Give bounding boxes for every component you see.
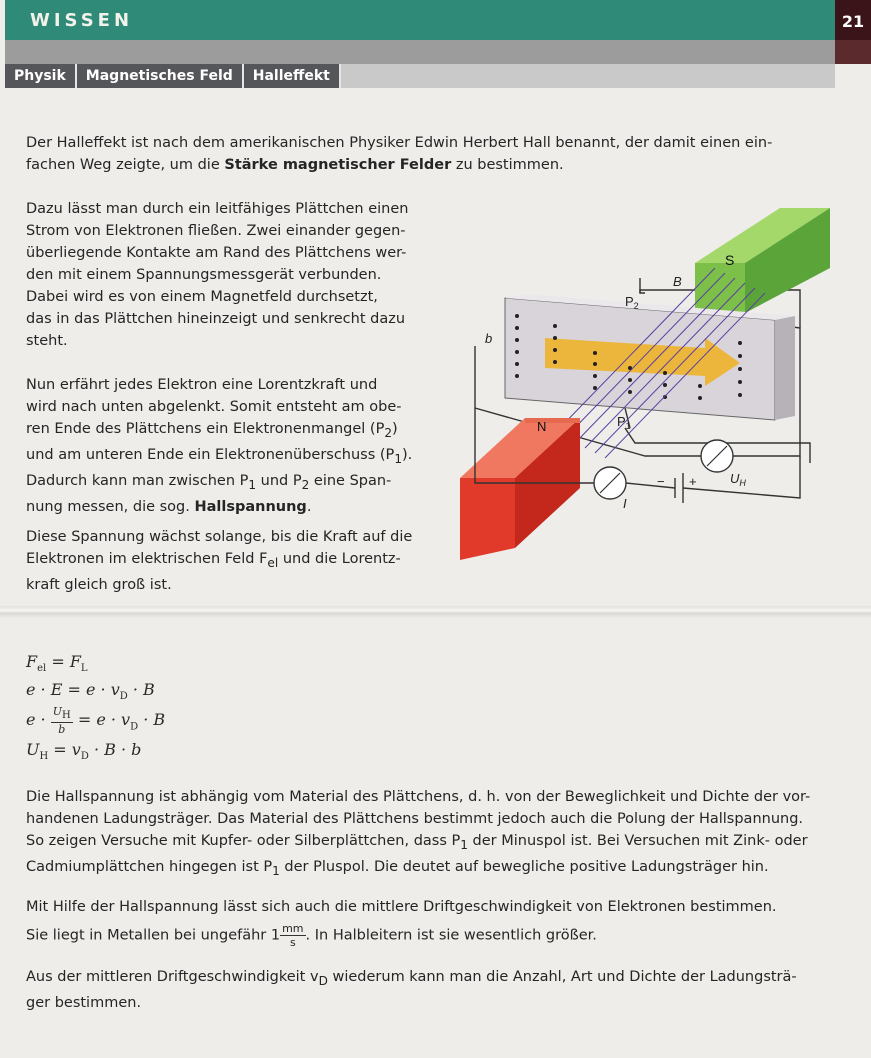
- paragraph-material: [26, 786, 846, 882]
- breadcrumb-item-physik[interactable]: Physik: [5, 64, 77, 88]
- text-line: wird nach unten abgelenkt. Somit entsteht am obe-: [26, 399, 402, 415]
- text-line: Sie liegt in Metallen bei ungefähr 1 $\frac{mm}{s}$ . In Halbleitern ist sie wesentlich größer.: [26, 922, 597, 949]
- label-i: I: [623, 496, 627, 511]
- text-line: Mit Hilfe der Hallspannung lässt sich auch die mittlere Driftgeschwindigkeit von Elektronen bestimmen.: [26, 899, 777, 915]
- hallspannung-term: Hallspannung: [194, 498, 307, 515]
- text-line: steht.: [26, 333, 68, 349]
- page-fold-divider: [0, 606, 871, 618]
- text-line: Strom von Elektronen fließen. Zwei einander gegen-: [26, 223, 406, 239]
- breadcrumb-item-halleffekt[interactable]: Halleffekt: [244, 64, 341, 88]
- label-n: N: [537, 419, 547, 434]
- wire-p2-up: [640, 278, 645, 293]
- text-line: ger bestimmen.: [26, 994, 142, 1011]
- paragraph-lorentz: [26, 374, 446, 518]
- formula-2: $e \cdot E = e \cdot v_D \cdot B$: [26, 680, 155, 703]
- text-line: Cadmiumplättchen hingegen ist $P_1$ der Pluspol. Die deutet auf bewegliche positive Ladungsträger hin.: [26, 858, 769, 878]
- label-uh: $U_H$: [730, 471, 746, 488]
- south-magnet: [695, 208, 830, 313]
- paragraph-equilibrium: [26, 526, 446, 596]
- intro-emphasis: Stärke magnetischer Felder: [224, 157, 452, 173]
- text-line: ren Ende des Plättchens ein Elektronenmangel $(P_2)$: [26, 421, 398, 440]
- text-line: das in das Plättchen hineinzeigt und senkrecht dazu: [26, 311, 406, 327]
- paragraph-conclusion: [26, 966, 846, 1014]
- text-line: überliegende Kontakte am Rand des Plättchens wer-: [26, 245, 407, 261]
- formula-1: $F_{el} = F_L$: [26, 652, 88, 675]
- paragraph-drift: [26, 896, 846, 949]
- page-number-box: [835, 0, 871, 40]
- label-minus: −: [657, 474, 665, 489]
- page-box-strip: [835, 40, 871, 64]
- section-title: WISSEN: [30, 10, 134, 31]
- label-plus: +: [689, 474, 697, 489]
- text-line: den mit einem Spannungsmessgerät verbunden.: [26, 267, 382, 283]
- hall-effect-diagram: [455, 198, 840, 570]
- label-p1: $P_1$: [617, 414, 631, 431]
- label-s: S: [725, 252, 735, 268]
- text-line: So zeigen Versuche mit Kupfer- oder Silberplättchen, dass $P_1$ der Minuspol ist. Bei Versuchen mit Zink- oder: [26, 833, 808, 852]
- breadcrumb-item-magnetisches-feld[interactable]: Magnetisches Feld: [77, 64, 244, 88]
- text-line: und am unteren Ende ein Elektronenüberschuss $(P_1)$.: [26, 446, 413, 466]
- text-line: Diese Spannung wächst solange, bis die Kraft auf die: [26, 529, 413, 545]
- formula-4: $U_H = v_D \cdot B \cdot b$: [26, 740, 142, 763]
- text-line: kraft gleich groß ist.: [26, 576, 172, 593]
- text-line: Dadurch kann man zwischen $P_1$ und $P_2$ eine Span-: [26, 472, 392, 492]
- intro-line-2: fachen Weg zeigte, um die Stärke magnetischer Felder zu bestimmen.: [26, 157, 564, 173]
- text-line: Nun erfährt jedes Elektron eine Lorentzkraft und: [26, 377, 378, 393]
- text-line: Aus der mittleren Driftgeschwindigkeit $v_D$ wiederum kann man die Anzahl, Art und Dichte der Ladungsträ-: [26, 969, 797, 988]
- paragraph-setup: [26, 198, 446, 352]
- intro-line-1: Der Halleffekt ist nach dem amerikanischen Physiker Edwin Herbert Hall benannt, der damit einen ein-: [26, 135, 773, 151]
- fraction-uh-b: $\frac{U_H}{b}$: [52, 705, 71, 737]
- header-strip: [5, 40, 871, 64]
- intro-paragraph: [26, 132, 826, 176]
- formula-3: e · $\frac{U_H}{b}$ = $e \cdot v_D \cdot B$: [26, 705, 166, 737]
- north-magnet: [460, 418, 580, 560]
- text-line: handenen Ladungsträger. Das Material des Plättchens bestimmt jedoch auch die Polung der Hallspannung.: [26, 811, 804, 827]
- label-b-field: B: [673, 274, 682, 289]
- text-line: Dazu lässt man durch ein leitfähiges Plättchen einen: [26, 201, 409, 217]
- label-b-width: b: [485, 331, 493, 346]
- text-line: Die Hallspannung ist abhängig vom Material des Plättchens, d. h. von der Beweglichkeit und Dichte der vor-: [26, 789, 811, 805]
- label-p2: $P_2$: [625, 294, 639, 311]
- page-number: 21: [841, 12, 865, 31]
- text-line: Dabei wird es von einem Magnetfeld durchsetzt,: [26, 289, 378, 305]
- text-line: nung messen, die sog. Hallspannung.: [26, 498, 312, 515]
- fraction-mm-s: $\frac{mm}{s}$: [282, 922, 304, 949]
- breadcrumb: [5, 64, 341, 88]
- hall-plate: [505, 294, 795, 420]
- header-bar: [5, 0, 835, 40]
- text-line: Elektronen im elektrischen Feld $F_{el}$ und die Lorentz-: [26, 551, 401, 570]
